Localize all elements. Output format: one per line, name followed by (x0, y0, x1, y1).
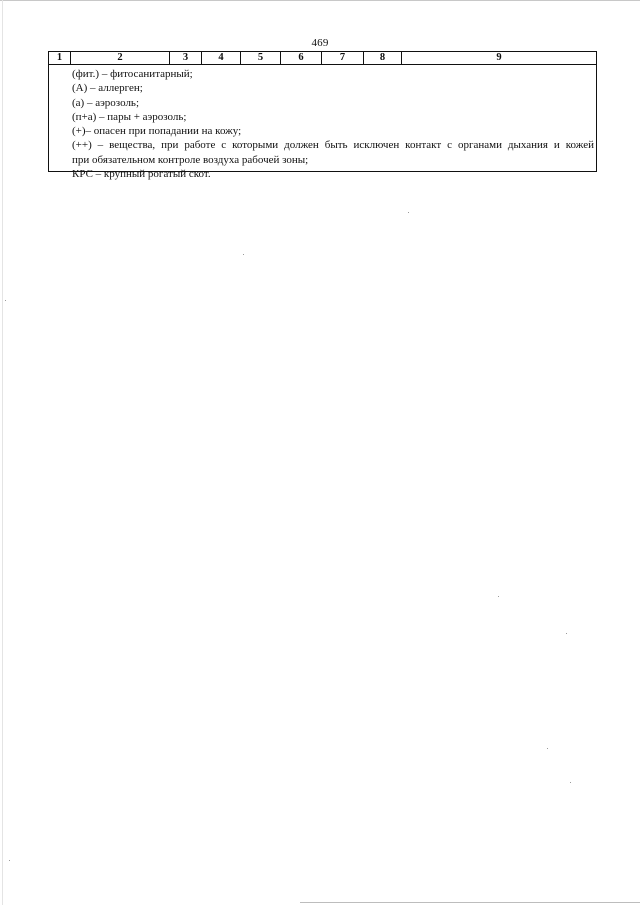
scan-speck (408, 212, 409, 213)
header-cell-5: 5 (241, 52, 281, 64)
header-cell-9: 9 (496, 52, 502, 63)
note-line: (п+а) – пары + аэрозоль; (72, 110, 187, 123)
table-notes (72, 67, 594, 181)
note-line: (+)– опасен при попадании на кожу; (72, 125, 242, 138)
note-line: (А) – аллерген; (72, 82, 143, 95)
header-cell-3: 3 (170, 52, 202, 64)
scan-speck (498, 596, 499, 597)
note-line: (фит.) – фитосанитарный; (72, 68, 193, 80)
header-cell-7: 7 (322, 52, 364, 64)
header-cell-6: 6 (281, 52, 322, 64)
document-table (48, 51, 597, 181)
header-cell-2: 2 (71, 52, 170, 64)
note-line: КРС – крупный рогатый скот. (72, 168, 211, 181)
scan-edge-top (0, 0, 640, 1)
header-cell-1: 1 (49, 52, 71, 64)
header-cell-4: 4 (202, 52, 241, 64)
page-number: 469 (311, 37, 329, 49)
scan-edge-bottom (300, 902, 640, 903)
scan-speck (547, 748, 548, 749)
scan-speck (5, 300, 6, 301)
scan-speck (566, 633, 567, 634)
note-line: при обязательном контроле воздуха рабочей зоны; (72, 153, 309, 166)
scan-speck (243, 254, 244, 255)
scan-speck (570, 782, 571, 783)
note-line: (++) – вещества, при работе с которыми должен быть исключен контакт с органами дыхания и кожей (72, 139, 594, 152)
header-cell-8: 8 (364, 52, 402, 64)
scan-edge-left (2, 0, 3, 905)
note-line: (а) – аэрозоль; (72, 96, 140, 109)
table-header-row (49, 52, 596, 65)
scan-speck (9, 860, 10, 861)
